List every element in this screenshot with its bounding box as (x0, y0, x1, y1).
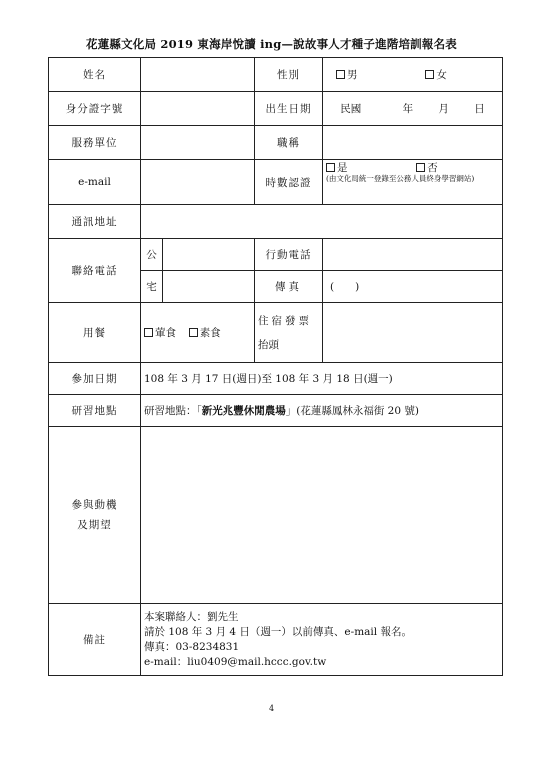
note-email-line: e-mail：liu0409@mail.hccc.gov.tw (144, 655, 327, 668)
note-content (141, 604, 503, 676)
motive-label (49, 427, 141, 604)
note-line: 請於 108 年 3 月 4 日（週一）以前傳真、e-mail 報名。 (144, 625, 412, 638)
hours-no-checkbox[interactable] (416, 163, 425, 172)
form-title: 花蓮縣文化局 2019 東海岸悅讀 ing—說故事人才種子進階培訓報名表 (86, 37, 457, 51)
id-label: 身分證字號 (49, 92, 141, 126)
row-motivation (49, 427, 503, 604)
phone-home-field[interactable] (163, 271, 255, 303)
id-field[interactable] (141, 92, 255, 126)
phone-label: 聯絡電話 (49, 239, 141, 303)
hours-yes-checkbox[interactable] (326, 163, 335, 172)
fax-area-code: ( ) (330, 281, 360, 293)
hours-no-label: 否 (427, 162, 438, 174)
org-label: 服務單位 (49, 126, 141, 160)
birth-field[interactable] (323, 92, 503, 126)
birth-era: 民國 (340, 103, 362, 115)
gender-male-label: 男 (347, 69, 358, 81)
note-line: 本案聯絡人：劉先生 (144, 610, 239, 623)
motive-field[interactable] (141, 427, 503, 604)
row-name (49, 58, 503, 92)
mobile-label: 行動電話 (255, 239, 323, 271)
registration-form (48, 57, 503, 676)
gender-female-checkbox[interactable] (425, 70, 434, 79)
birth-day: 日 (474, 103, 485, 115)
gender-female-label: 女 (436, 69, 447, 81)
venue-value (141, 395, 503, 427)
receipt-label (255, 303, 323, 363)
hours-field (323, 160, 503, 205)
row-date (49, 363, 503, 395)
email-field[interactable] (141, 160, 255, 205)
meal-veg-checkbox[interactable] (189, 328, 198, 337)
receipt-label-line2: 抬頭 (258, 339, 279, 351)
date-label: 參加日期 (49, 363, 141, 395)
hours-yes-label: 是 (337, 162, 348, 174)
venue-prefix: 研習地點：「 (144, 405, 202, 417)
row-address (49, 205, 503, 239)
note-line: 傳真：03-8234831 (144, 640, 240, 653)
address-field[interactable] (141, 205, 503, 239)
meal-meat-label: 葷食 (155, 327, 176, 339)
receipt-field[interactable] (323, 303, 503, 363)
fax-label: 傳真 (255, 271, 323, 303)
venue-name: 新光兆豐休閒農場 (201, 405, 286, 417)
receipt-label-line1: 住宿發票 (258, 315, 312, 327)
meal-veg-label: 素食 (199, 327, 221, 339)
address-label: 通訊地址 (49, 205, 141, 239)
gender-label: 性別 (255, 58, 323, 92)
meal-field (141, 303, 255, 363)
venue-suffix: 」(花蓮縣鳳林永福街 20 號) (285, 405, 419, 417)
gender-field (323, 58, 503, 92)
meal-meat-checkbox[interactable] (144, 328, 153, 337)
hours-note: (由文化局統一登錄至公務人員終身學習網站) (326, 174, 475, 183)
hours-label: 時數認證 (255, 160, 323, 205)
note-label: 備註 (49, 604, 141, 676)
job-title-label: 職稱 (255, 126, 323, 160)
job-title-field[interactable] (323, 126, 503, 160)
row-org (49, 126, 503, 160)
date-value: 108 年 3 月 17 日(週日)至 108 年 3 月 18 日(週一) (141, 363, 503, 395)
row-email (49, 160, 503, 205)
row-id (49, 92, 503, 126)
phone-office-field[interactable] (163, 239, 255, 271)
email-label: e-mail (49, 160, 141, 205)
name-label: 姓名 (49, 58, 141, 92)
fax-field[interactable] (323, 271, 503, 303)
row-venue (49, 395, 503, 427)
row-meal (49, 303, 503, 363)
birth-month: 月 (438, 103, 449, 115)
meal-label: 用餐 (49, 303, 141, 363)
motive-label-line1: 參與動機 (71, 499, 118, 511)
name-field[interactable] (141, 58, 255, 92)
mobile-field[interactable] (323, 239, 503, 271)
row-phone-office (49, 239, 503, 271)
gender-male-checkbox[interactable] (336, 70, 345, 79)
birth-label: 出生日期 (255, 92, 323, 126)
venue-label: 研習地點 (49, 395, 141, 427)
phone-office-label: 公 (141, 239, 163, 271)
phone-home-label: 宅 (141, 271, 163, 303)
row-notes (49, 604, 503, 676)
page-number: 4 (268, 704, 275, 713)
birth-year: 年 (402, 103, 414, 115)
org-field[interactable] (141, 126, 255, 160)
motive-label-line2: 及期望 (77, 519, 112, 531)
